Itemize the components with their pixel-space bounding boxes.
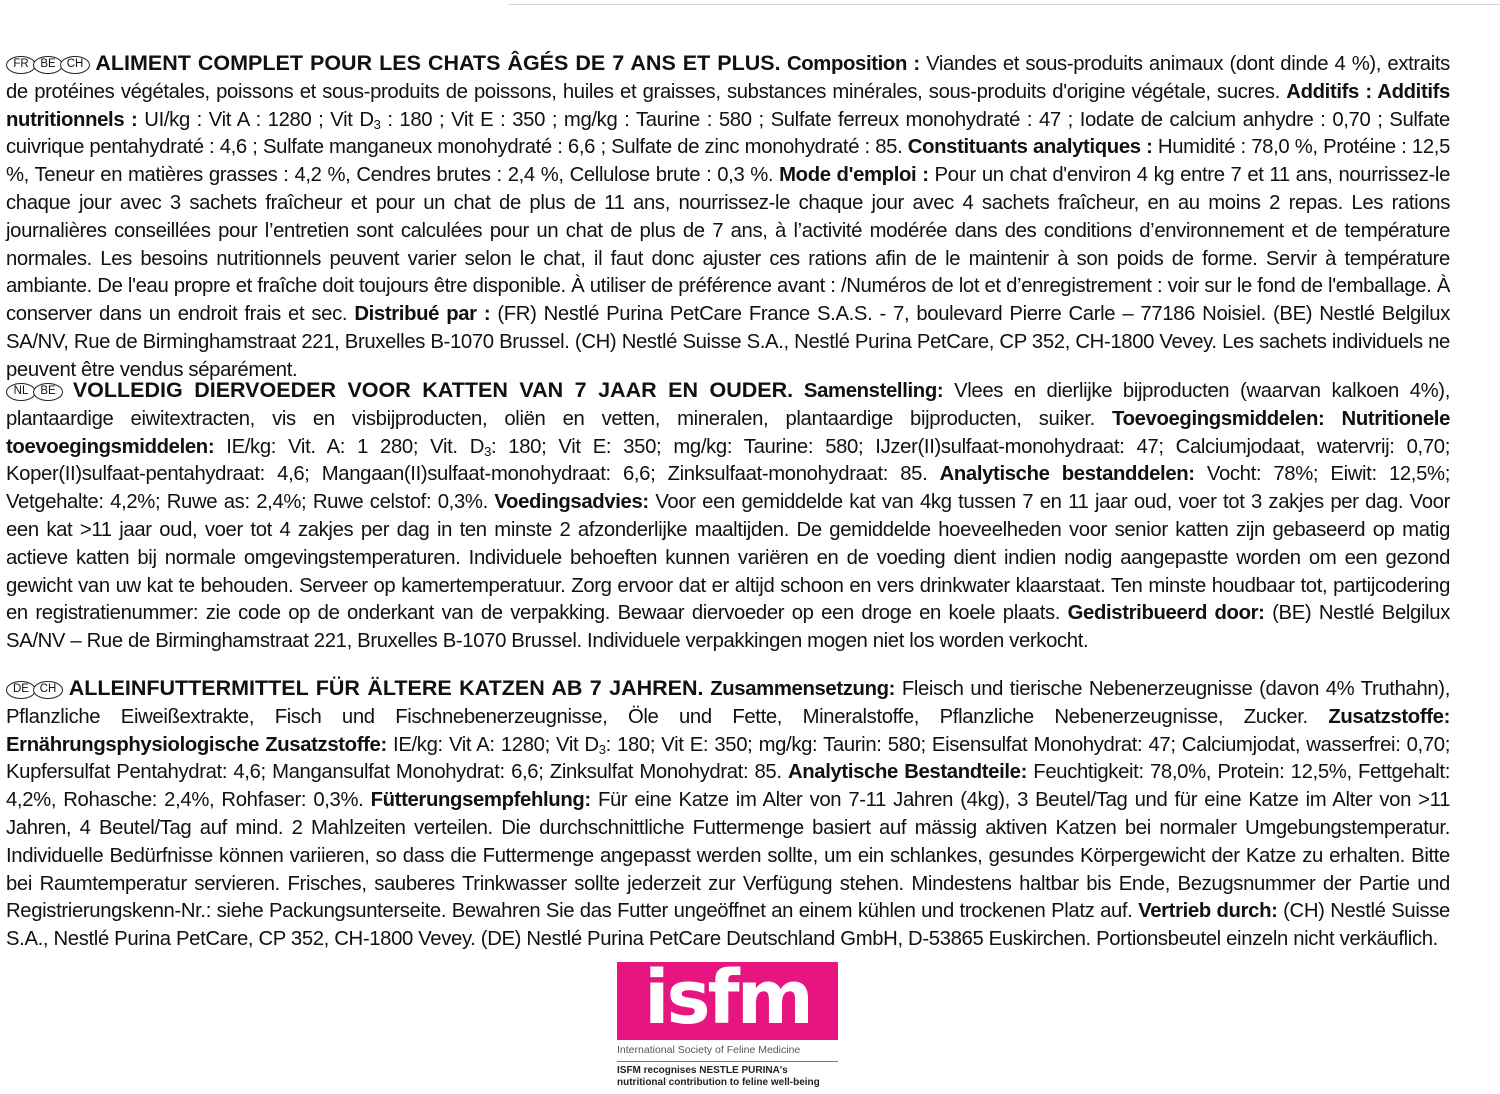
additives-label: Toevoegingsmiddelen: Nutritionele toevoegingsmiddelen: [6,407,1450,458]
top-divider [508,4,1500,5]
logo-divider [617,1061,838,1062]
composition-label: Samenstelling: [803,380,944,402]
analytical-text: Vocht: 78%; Eiwit: 12,5%; Vetgehalte: 4,2%; Ruwe as: 2,4%; Ruwe celstof: 0,3%. [6,463,1450,514]
analytical-label: Analytische Bestandteile: [787,761,1028,784]
additives-label: Additifs : Additifs nutritionnels : [6,80,1450,131]
language-badge-be: BE [33,383,63,401]
composition-text: Vlees en dierlijke bijproducten (waarvan kalkoen 4%), plantaardige eiwitextracten, vis en visbijproducten, oliën en vetten, mineralen, plantaardige bijproducten, suiker. [6,380,1451,430]
language-badges [6,378,60,406]
analytical-label: Constituants analytiques : [907,136,1153,159]
feeding-text: Voor een gemiddelde kat van 4kg tussen 7 en 11 jaar oud, voer tot 3 zakjes per dag. Voor een kat >11 jaar oud, voer tot 4 zakjes per dag in ten minste 2 afzonderlijke maaltijden. De gemiddelde hoeveelheden voor senior katten zijn gebaseerd op matig actieve katten bij normale omgevingstemperaturen. Individuele behoeften kunnen variëren en de voeding dient indien nodig aangepastte worden om een gezond gewicht van uw kat te behouden. Serveer op kamertemperatuur. Zorg ervoor dat er altijd schoon en vers drinkwater klaarstaat. Ten minste houdbaar tot, partijcodering en registratienummer: zie code op de onderkant van de verpakking. Bewaar diervoeder op een droge en koele plaats. [6,491,1450,625]
language-badge-be: BE [33,56,63,74]
section-heading: ALIMENT COMPLET POUR LES CHATS ÂGÉS DE 7 ANS ET PLUS. [95,51,781,75]
feeding-text: Für eine Katze im Alter von 7-11 Jahren (4kg), 3 Beutel/Tag und für eine Katze im Alter von >11 Jahren, 4 Beutel/Tag auf mind. 2 Mahlzeiten verteilen. Die durchschnittliche Futtermenge basiert auf mässig aktiven Katzen bei normaler Umgebungstemperatur. Individuelle Bedürfnisse können variieren, so dass die Futtermenge angepasst werden sollte, um ein schlankes, gesundes Körpergewicht der Katze zu erhalten. Bitte bei Raumtemperatur servieren. Frisches, sauberes Trinkwasser sollte jederzeit zur Verfügung stehen. Mindestens haltbar bis Ende, Bezugsnummer der Partie und Registrierungskenn-Nr.: siehe Packungsunterseite. Bewahren Sie das Futter ungeöffnet an einem kühlen und trockenen Platz auf. [6,789,1450,923]
language-badge-nl: NL [6,383,36,401]
analytical-text: Humidité : 78,0 %, Protéine : 12,5 %, Teneur en matières grasses : 4,2 %, Cendres brutes : 2,4 %, Cellulose brute : 0,3 %. [6,136,1450,187]
french-section [6,50,1450,385]
distributor-text: (CH) Nestlé Suisse S.A., Nestlé Purina PetCare, CP 352, CH-1800 Vevey. (DE) Nestlé Purina PetCare Deutschland GmbH, D-53865 Euskirchen. Portionsbeutel einzeln nicht verkäuflich. [6,900,1450,951]
isfm-note-line-2: nutritional contribution to feline well-being [617,1077,820,1088]
distributor-label: Vertrieb durch: [1138,900,1278,923]
isfm-logo [617,955,838,1041]
distributor-text: (FR) Nestlé Purina PetCare France S.A.S. - 7, boulevard Pierre Carle – 77186 Noisiel. (BE) Nestlé Belgilux SA/NV, Rue de Birminghamstraat 221, Bruxelles B-1070 Brussel. (CH) Nestlé Suisse S.A., Nestlé Purina PetCare, CP 352, CH-1800 Vevey. Les sachets individuels ne peuvent être vendus séparément. [6,303,1450,381]
language-badge-fr: FR [6,56,36,74]
additives-label: Zusatzstoffe: Ernährungsphysiologische Zusatzstoffe: [6,705,1450,756]
composition-label: Composition : [786,53,920,75]
additives-text: UI/kg : Vit A : 1280 ; Vit D [144,108,374,131]
distributor-text: (BE) Nestlé Belgilux SA/NV – Rue de Birminghamstraat 221, Bruxelles B-1070 Brussel. Individuele verpakkingen mogen niet los worden verkocht. [6,602,1450,653]
composition-text: Viandes et sous-produits animaux (dont dinde 4 %), extraits de protéines végétales, poissons et sous-produits de poissons, huiles et graisses, substances minérales, sous-produits d'origine végétale, sucres. [6,53,1450,103]
language-badge-de: DE [6,681,36,699]
composition-text: Fleisch und tierische Nebenerzeugnisse (davon 4% Truthahn), Pflanzliche Eiweißextrakte, Fisch und Fischnebenerzeugnisse, Öle und Fette, Mineralstoffe, Pflanzliche Nebenerzeugnisse, Zucker. [6,678,1450,728]
language-badge-ch: CH [33,681,63,699]
feeding-label: Fütterungsempfehlung: [370,789,591,812]
additives-text: IE/kg: Vit A: 1280; Vit D [393,733,599,756]
isfm-note-line-1: ISFM recognises NESTLE PURINA's [617,1065,788,1076]
subscript: 3 [484,443,491,459]
distributor-label: Distribué par : [354,303,491,326]
dutch-section [6,377,1450,656]
section-heading: VOLLEDIG DIERVOEDER VOOR KATTEN VAN 7 JAAR EN OUDER. [72,378,794,402]
feeding-label: Voedingsadvies: [494,491,649,514]
analytical-label: Analytische bestanddelen: [939,463,1195,486]
isfm-subtitle: International Society of Feline Medicine [617,1044,801,1056]
isfm-recognition-note [617,1065,847,1089]
additives-text: IE/kg: Vit. A: 1 280; Vit. D [226,435,485,458]
additives-text-cont: : 180; Vit E: 350; mg/kg: Taurin: 580; Eisensulfat Monohydrat: 47; Calciumjodat, wasserfrei: 0,70; Kupfersulfat Pentahydrat: 4,6; Mangansulfat Monohydrat: 6,6; Zinksulfat Monohydrat: 85. [6,733,1450,784]
isfm-wordmark: isfm [644,955,811,1041]
feeding-text: Pour un chat d'environ 4 kg entre 7 et 11 ans, nourrissez-le chaque jour avec 3 sachets fraîcheur et pour un chat de plus de 11 ans, nourrissez-le chaque jour avec 4 sachets fraîcheur, en au moins 2 repas. Les rations journalières conseillées pour l’entretien sont calculées pour un chat de plus de 7 ans, à l’activité modérée dans des conditions d’environnement et de température normales. Les besoins nutritionnels peuvent varier selon le chat, il faut donc ajuster ces rations afin de le maintenir à son poids de forme. Servir à température ambiante. De l'eau propre et fraîche doit toujours être disponible. À utiliser de préférence avant : /Numéros de lot et d’enregistrement : voir sur le fond de l'emballage. À conserver dans un endroit frais et sec. [6,164,1450,326]
feeding-label: Mode d'emploi : [779,164,929,187]
section-heading: ALLEINFUTTERMITTEL FÜR ÄLTERE KATZEN AB 7 JAHREN. [68,676,704,700]
language-badges [6,51,87,79]
subscript: 3 [598,741,606,757]
composition-label: Zusammensetzung: [710,678,896,700]
german-section [6,675,1450,954]
distributor-label: Gedistribueerd door: [1067,602,1265,625]
language-badge-ch: CH [60,56,90,74]
additives-text-cont: : 180 ; Vit E : 350 ; mg/kg : Taurine : 580 ; Sulfate ferreux monohydraté : 47 ; Iodate de calcium anhydre : 0,70 ; Sulfate cuivrique pentahydraté : 4,6 ; Sulfate manganeux monohydraté : 6,6 ; Sulfate de zinc monohydraté : 85. [6,108,1450,159]
additives-text-cont: : 180; Vit E: 350; mg/kg: Taurine: 580; IJzer(II)sulfaat-monohydraat: 47; Calciumjodaat, watervrij: 0,70; Koper(II)sulfaat-pentahydraat: 4,6; Mangaan(II)sulfaat-monohydraat: 6,6; Zinksulfaat-monohydraat: 85. [6,435,1450,486]
subscript: 3 [373,116,381,132]
analytical-text: Feuchtigkeit: 78,0%, Protein: 12,5%, Fettgehalt: 4,2%, Rohasche: 2,4%, Rohfaser: 0,3%. [6,761,1450,812]
language-badges [6,676,60,704]
